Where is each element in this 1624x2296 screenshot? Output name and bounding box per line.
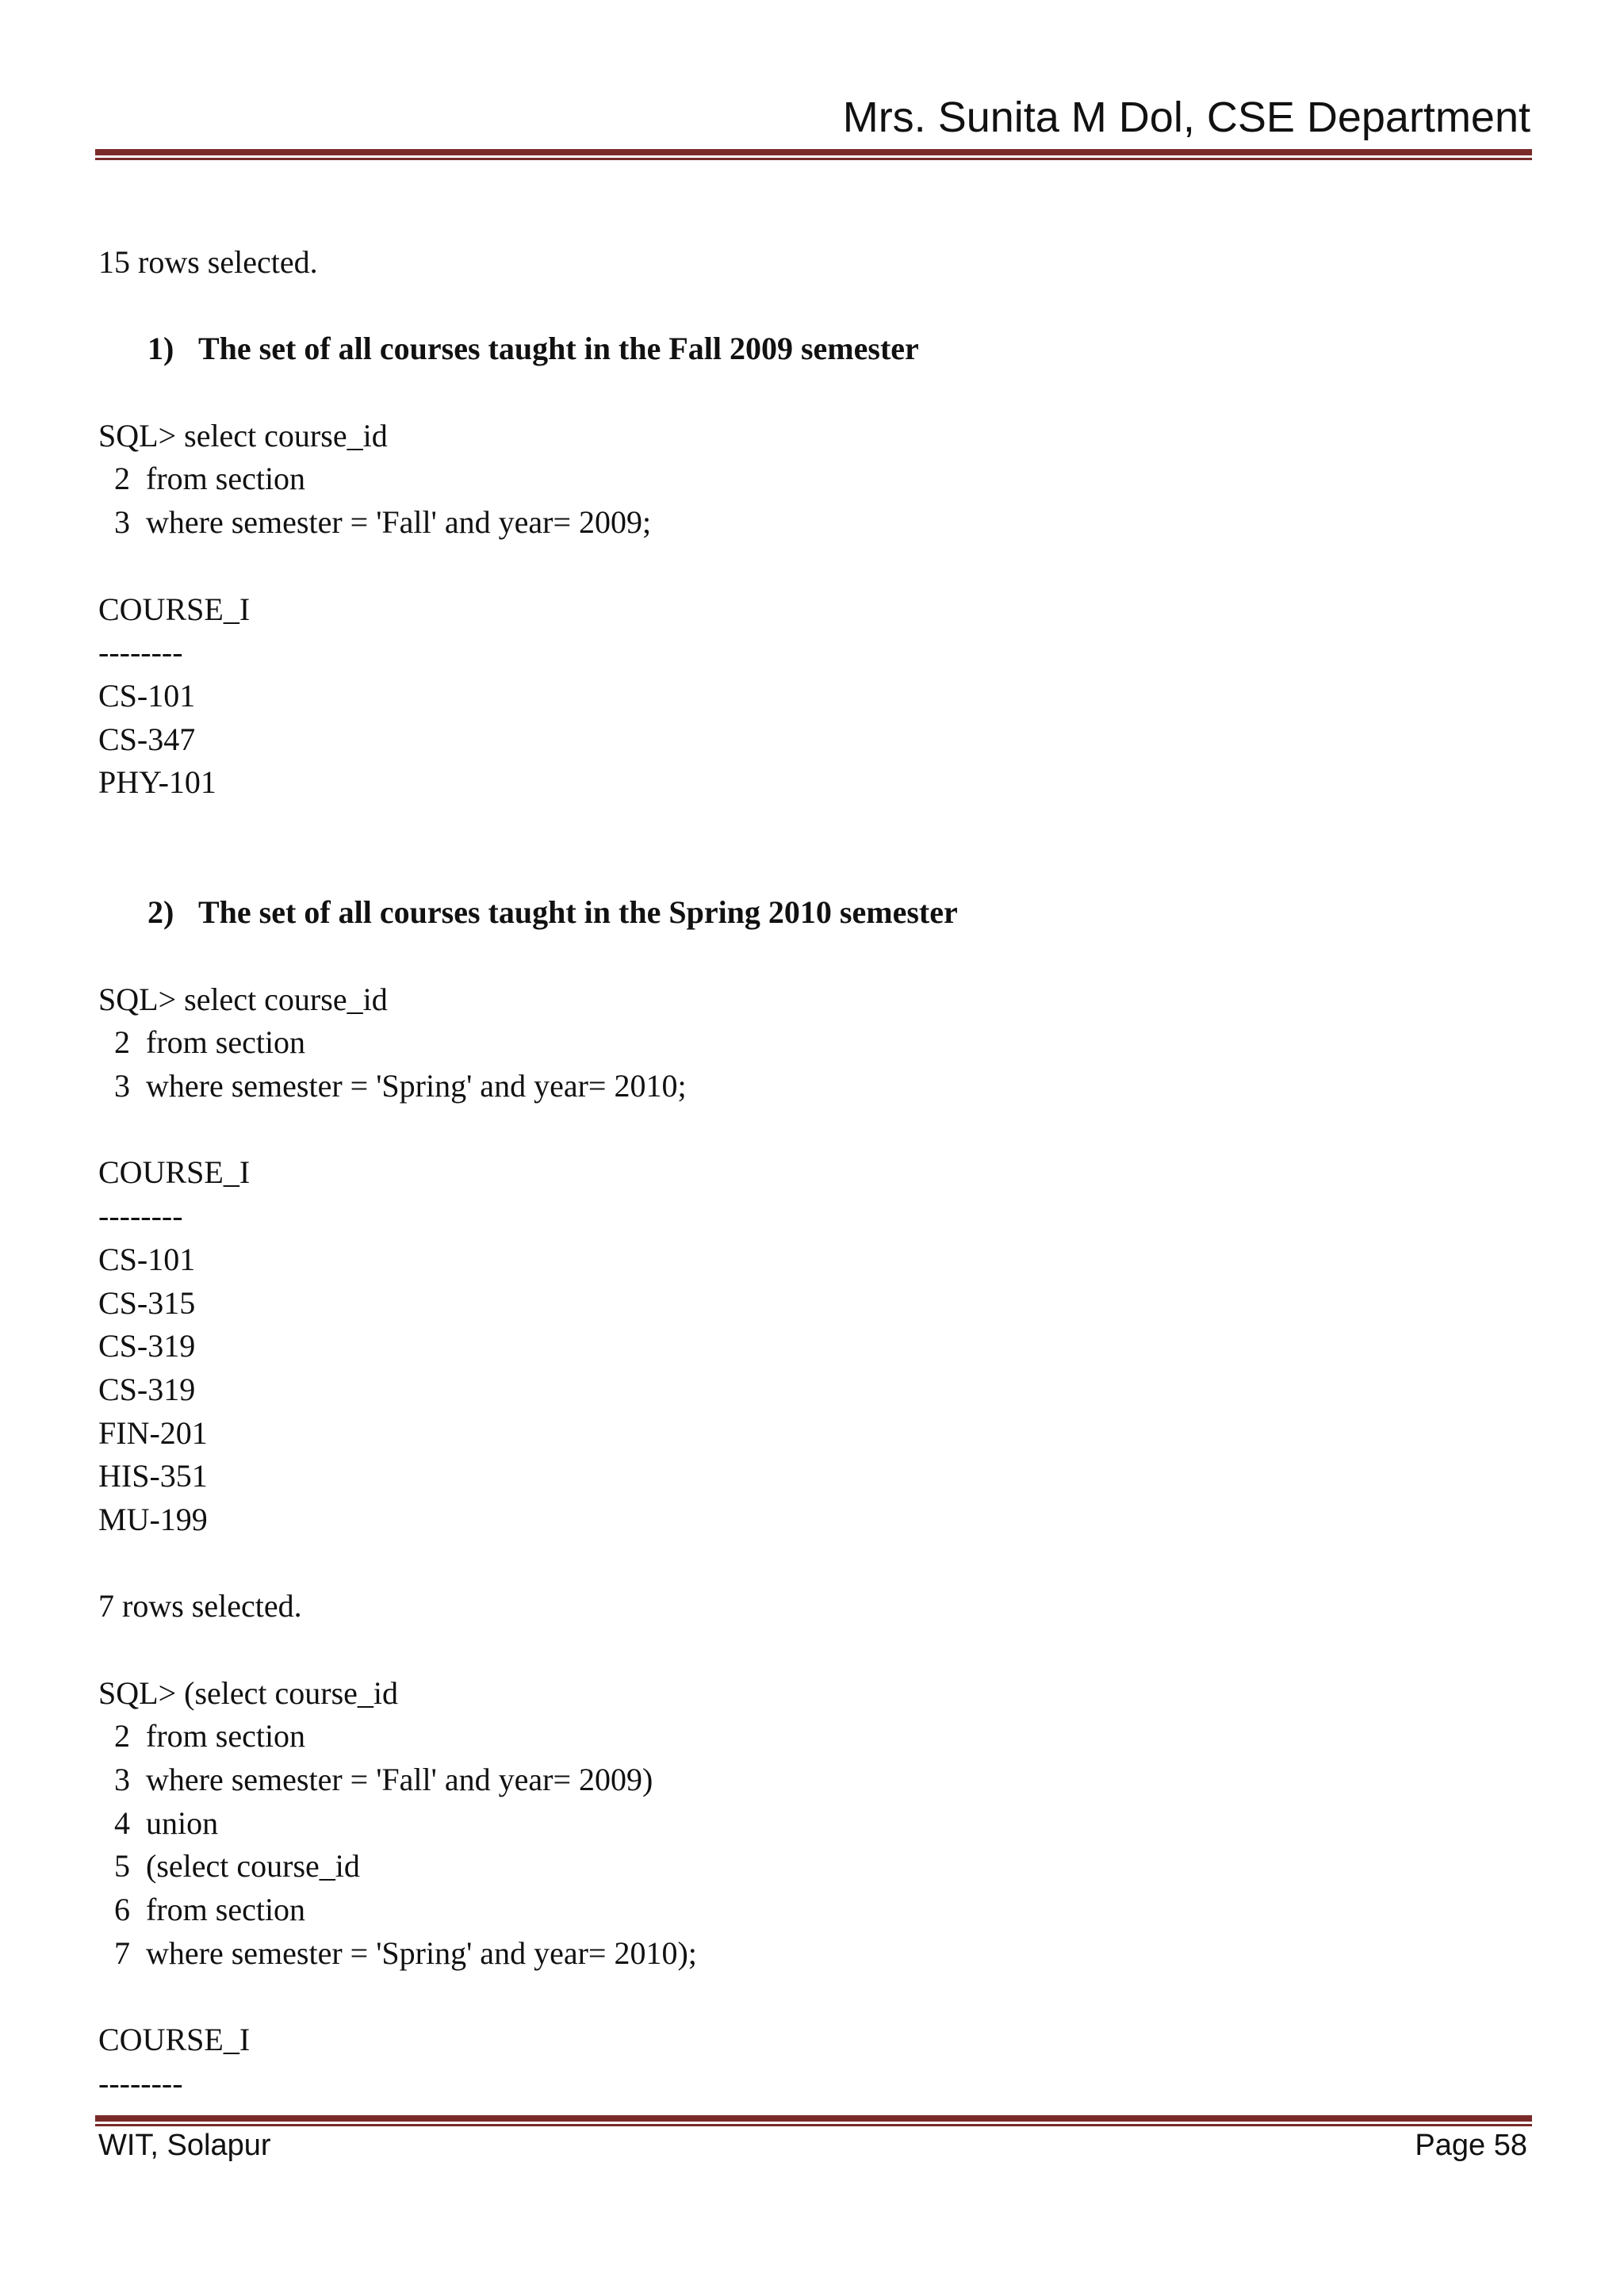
text-line: 2 from section [98, 461, 306, 497]
text-line: CS-319 [98, 1328, 196, 1364]
text-line: 3 where semester = 'Fall' and year= 2009; [98, 504, 652, 541]
text-line: 2 from section [98, 1718, 306, 1755]
text-line: MU-199 [98, 1501, 208, 1537]
footer-institution: WIT, Solapur [98, 2129, 271, 2162]
section-heading [98, 327, 1526, 371]
blank-line [98, 1976, 1526, 2019]
text-line: 3 where semester = 'Fall' and year= 2009) [98, 1762, 653, 1798]
blank-line [98, 848, 1526, 892]
text-line: CS-315 [98, 1284, 196, 1321]
section-heading-text: The set of all courses taught in the Spring 2010 semester [198, 894, 958, 931]
text-line: COURSE_I [98, 1154, 251, 1191]
blank-line [98, 1542, 1526, 1586]
text-line: -------- [98, 1198, 183, 1234]
text-line: 7 rows selected. [98, 1588, 302, 1624]
blank-line [98, 935, 1526, 978]
text-line: CS-319 [98, 1371, 196, 1407]
text-line: 6 from section [98, 1892, 306, 1928]
text-line: -------- [98, 634, 183, 671]
text-line: SQL> (select course_id [98, 1674, 399, 1711]
blank-line [98, 1108, 1526, 1152]
footer-divider-thin [95, 2124, 1532, 2126]
footer-divider-thick [95, 2115, 1532, 2122]
section-heading [98, 891, 1526, 935]
document-body [98, 241, 1526, 2106]
text-line: 4 union [98, 1804, 219, 1841]
text-line: 3 where semester = 'Spring' and year= 2010; [98, 1068, 687, 1104]
text-line: FIN-201 [98, 1414, 208, 1451]
text-line: PHY-101 [98, 764, 216, 801]
text-line: 2 from section [98, 1024, 306, 1061]
footer-divider [95, 2115, 1532, 2126]
text-line: CS-101 [98, 1241, 196, 1277]
header-divider-thin [95, 158, 1532, 160]
section-heading-text: The set of all courses taught in the Fall 2009 semester [198, 331, 919, 367]
blank-line [98, 545, 1526, 588]
section-heading-number: 1) [147, 331, 174, 367]
text-line: SQL> select course_id [98, 417, 388, 453]
text-line: HIS-351 [98, 1458, 208, 1494]
text-line: CS-101 [98, 677, 196, 714]
blank-line [98, 371, 1526, 415]
page-header-title: Mrs. Sunita M Dol, CSE Department [842, 94, 1530, 141]
blank-line [98, 1628, 1526, 1672]
footer-page-number: Page 58 [1415, 2129, 1527, 2162]
blank-line [98, 805, 1526, 848]
text-line: -------- [98, 2064, 183, 2101]
section-heading-number: 2) [147, 894, 174, 931]
text-line: 7 where semester = 'Spring' and year= 2010); [98, 1934, 697, 1971]
header-divider-thick [95, 149, 1532, 155]
text-line: SQL> select course_id [98, 981, 388, 1017]
text-line: 5 (select course_id [98, 1848, 360, 1885]
blank-line [98, 285, 1526, 328]
text-line: 15 rows selected. [98, 244, 318, 280]
text-line: COURSE_I [98, 591, 251, 627]
text-line: CS-347 [98, 721, 196, 757]
header-divider [95, 149, 1532, 160]
text-line: COURSE_I [98, 2022, 251, 2058]
